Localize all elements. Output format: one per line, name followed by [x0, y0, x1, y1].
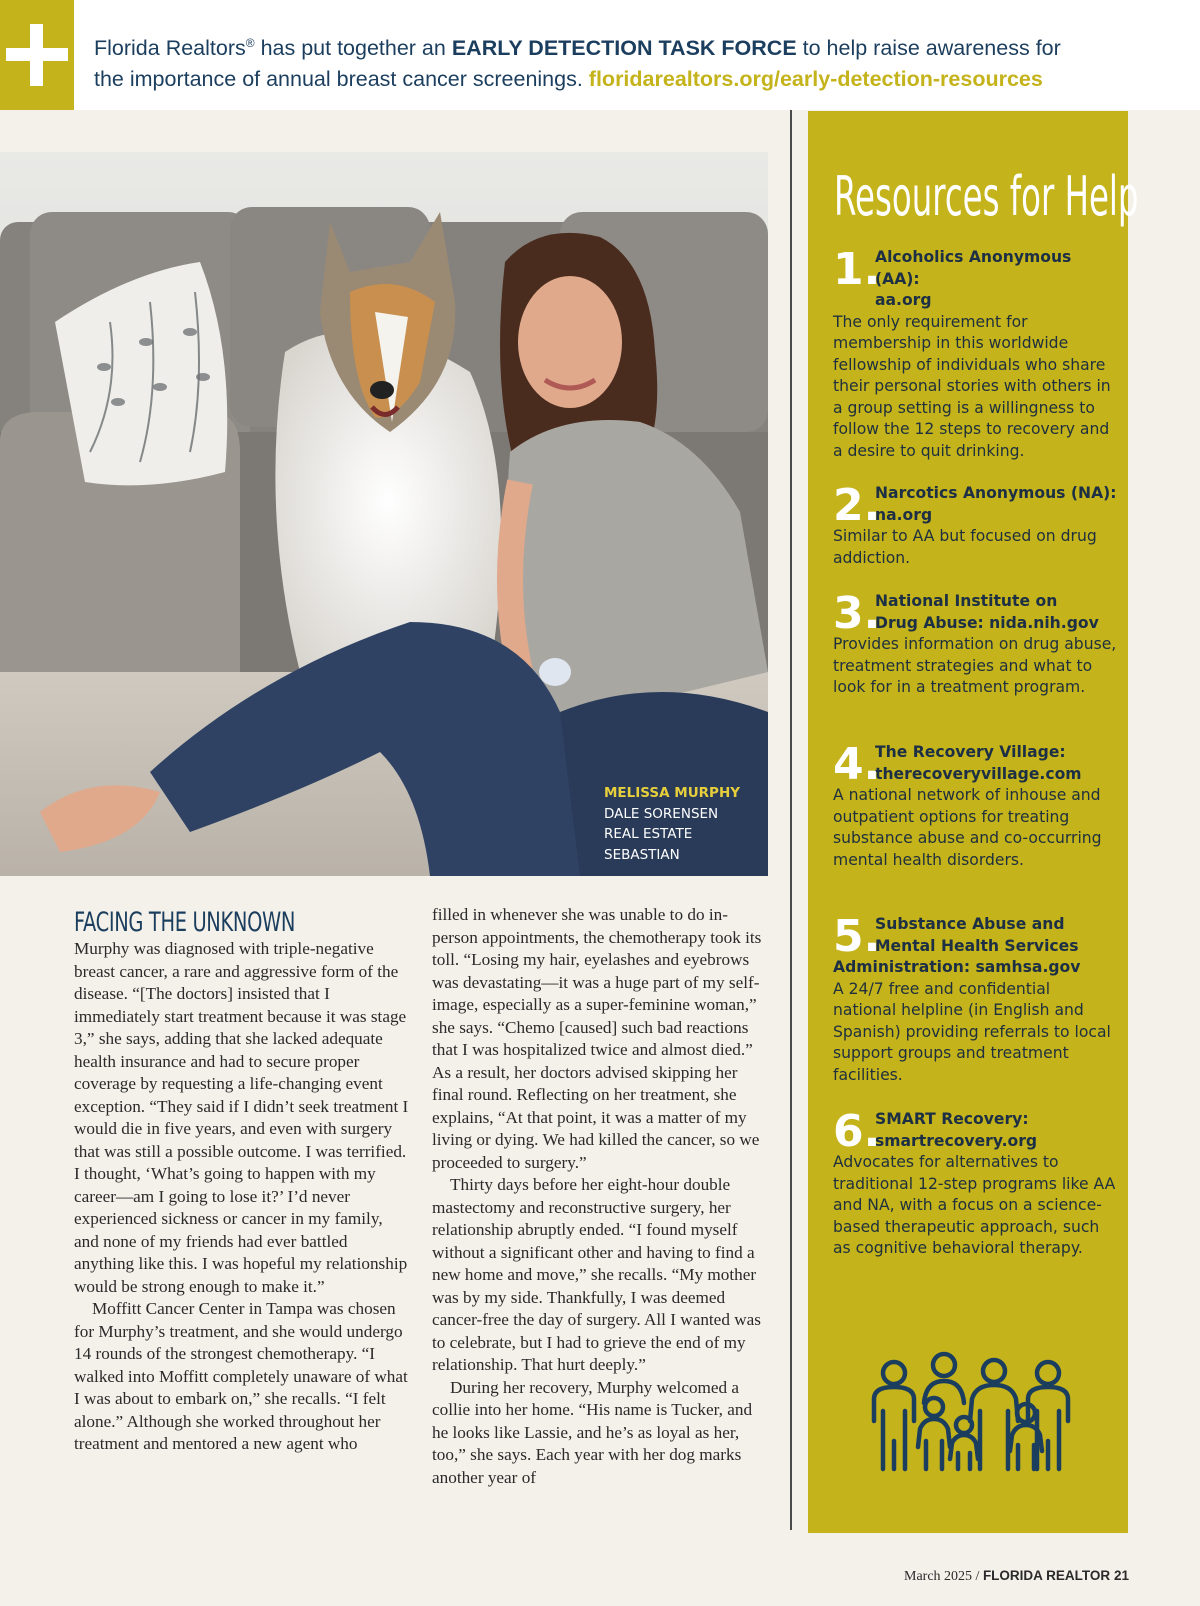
- feature-photo: [0, 152, 768, 876]
- photo-illustration: [0, 152, 768, 876]
- resource-number: 4.: [833, 739, 881, 790]
- resource-title: Alcoholics Anonymous (AA):: [875, 248, 1072, 288]
- resource-title[interactable]: smartrecovery.org: [875, 1131, 1038, 1150]
- resource-title: Substance Abuse and: [875, 915, 1065, 933]
- resource-description: A 24/7 free and confidential national helpline (in English and Spanish) providing referrals to local support groups and treatment facilities.: [833, 979, 1111, 1084]
- resource-description: Similar to AA but focused on drug addiction.: [833, 527, 1097, 567]
- resource-title: SMART Recovery:: [875, 1110, 1029, 1128]
- resource-title: Mental Health Services: [875, 936, 1079, 955]
- registered-mark: ®: [245, 35, 255, 50]
- article-paragraph: Thirty days before her eight-hour double mastectomy and reconstructive surgery, her relationship abruptly ended. “I found myself without a significant other and having to find a new home and move,” she recalls. “My mother was by my side. Thankfully, I was deemed cancer-free the day of surgery. All I wanted was to celebrate, but I had to grieve the end of my relationship. That hurt deeply.”: [432, 1175, 761, 1374]
- caption-line: SEBASTIAN: [604, 846, 680, 863]
- caption-line: DALE SORENSEN: [604, 805, 719, 822]
- resource-number: 6.: [833, 1106, 881, 1157]
- resource-description: A national network of inhouse and outpatient options for treating substance abuse and co-occurring mental health disorders.: [833, 786, 1102, 869]
- resource-item: [833, 588, 1118, 699]
- sidebar-title: Resources for Help: [834, 165, 1139, 228]
- resource-description: Provides information on drug abuse, treatment strategies and what to look for in a treatment program.: [833, 635, 1117, 696]
- article-column-2: [432, 904, 768, 1489]
- resource-title[interactable]: na.org: [875, 505, 933, 524]
- banner-text-part: Florida Realtors: [94, 36, 246, 60]
- resource-title[interactable]: therecoveryvillage.com: [875, 764, 1082, 783]
- plus-icon: [4, 22, 70, 88]
- resource-title: Narcotics Anonymous (NA):: [875, 484, 1117, 502]
- banner-text-part: to help raise awareness for: [796, 36, 1061, 60]
- resource-item: [833, 244, 1118, 462]
- resource-title: National Institute on: [875, 592, 1058, 610]
- article-paragraph: Murphy was diagnosed with triple-negative breast cancer, a rare and aggressive form of the disease. “[The doctors] insisted that I immediately start treatment because it was stage 3,” she says, adding that she lacked adequate health insurance and had to secure proper coverage by requesting a life-changing event exception. “They said if I didn’t seek treatment I would die in five years, and even with surgery that was still a possible outcome. I was terrified. I thought, ‘What’s going to happen with my career—am I going to lose it?’ I’d never experienced sickness or cancer in my family, and none of my friends had ever battled anything like this. I was hopeful my relationship would be strong enough to make it.”: [74, 939, 409, 1296]
- resource-item: [833, 739, 1118, 871]
- plus-icon-box: [0, 0, 74, 110]
- top-banner: [0, 0, 1200, 110]
- article-paragraph: During her recovery, Murphy welcomed a collie into her home. “His name is Tucker, and he looks like Lassie, and he’s as loyal as her, too,” she says. Each year with her dog marks another year of: [432, 1377, 753, 1487]
- resource-number: 3.: [833, 588, 881, 639]
- resource-description: The only requirement for membership in this worldwide fellowship of individuals who share their personal stories with others in a group setting is a willingness to follow the 12 steps to recovery and a desire to quit drinking.: [833, 312, 1111, 460]
- photo-caption: [604, 783, 740, 865]
- article-heading: FACING THE UNKNOWN: [74, 907, 296, 938]
- caption-line: REAL ESTATE: [604, 826, 693, 842]
- family-group-icon: [866, 1351, 1076, 1473]
- early-detection-link[interactable]: floridarealtors.org/early-detection-resources: [588, 67, 1043, 91]
- resource-number: 5.: [833, 911, 881, 962]
- article-column-1: [74, 938, 410, 1456]
- column-divider: [790, 110, 792, 1530]
- task-force-name: EARLY DETECTION TASK FORCE: [451, 36, 797, 60]
- article-paragraph: filled in whenever she was unable to do in-person appointments, the chemotherapy took its toll. “Losing my hair, eyelashes and eyebrows was devastating—it was a huge part of my self-image, especially as a super-feminine woman,” she says. “Chemo [caused] such bad reactions that I was hospitalized twice and almost died.” As a result, her doctors advised skipping her final round. Reflecting on her treatment, she explains, “At that point, it was a matter of my living or dying. We had killed the cancer, so we proceeded to surgery.”: [432, 905, 762, 1172]
- page-number: 21: [1110, 1568, 1129, 1583]
- magazine-name: FLORIDA REALTOR: [982, 1568, 1111, 1583]
- article-paragraph: Moffitt Cancer Center in Tampa was chosen for Murphy’s treatment, and she would undergo 14 rounds of the strongest chemotherapy. “I walked into Moffitt completely unaware of what I was about to embark on,” she recalls. “I felt alone.” Although she worked throughout her treatment and mentored a new agent who: [74, 1299, 408, 1453]
- resource-title[interactable]: Drug Abuse: nida.nih.gov: [875, 613, 1099, 632]
- footer-date: March 2025 /: [904, 1569, 983, 1584]
- resources-sidebar: [808, 111, 1139, 1533]
- banner-text-part: the importance of annual breast cancer screenings.: [94, 67, 589, 91]
- resource-title: The Recovery Village:: [875, 743, 1066, 761]
- banner-text: [94, 33, 1184, 95]
- caption-name: MELISSA MURPHY: [604, 785, 741, 801]
- page-footer: [904, 1568, 1129, 1585]
- resource-number: 1.: [833, 244, 881, 295]
- resource-item: [833, 1106, 1118, 1260]
- resource-item: [833, 911, 1118, 1086]
- resource-number: 2.: [833, 480, 881, 531]
- resource-title[interactable]: Administration: samhsa.gov: [833, 958, 1081, 976]
- banner-text-part: has put together an: [254, 36, 452, 60]
- resource-item: [833, 480, 1118, 569]
- resource-title[interactable]: aa.org: [875, 291, 932, 309]
- resource-description: Advocates for alternatives to traditional 12-step programs like AA and NA, with a focus on a science-based therapeutic approach, such as cognitive behavioral therapy.: [833, 1153, 1116, 1257]
